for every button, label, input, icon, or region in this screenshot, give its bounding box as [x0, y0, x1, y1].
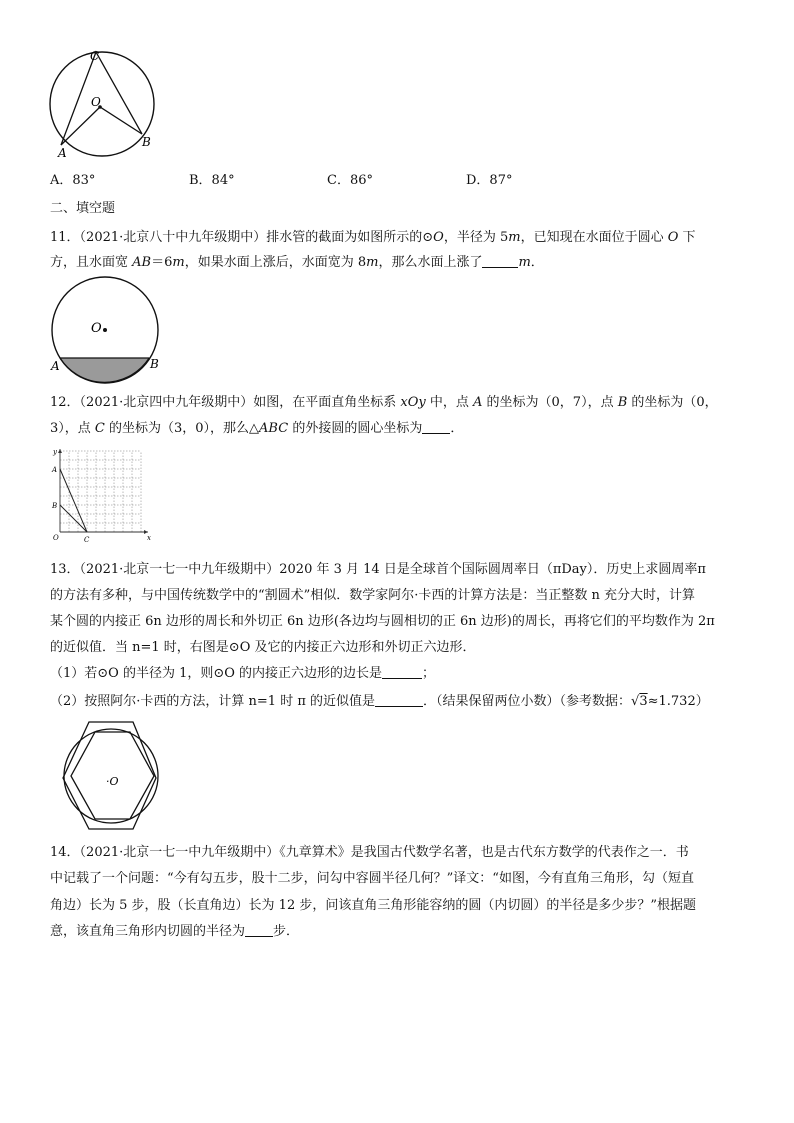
q11-line1: 11．（2021·北京八十中九年级期中）排水管的截面为如图所示的⊙O，半径为 5m，已知现在水面位于圆心 O 下: [50, 230, 696, 245]
circle-inscribed-angle-figure: [44, 40, 164, 165]
drainage-pipe-figure: [44, 276, 172, 392]
answer-blank[interactable]: [375, 692, 423, 707]
answer-blank[interactable]: [422, 419, 450, 434]
coordinate-grid-figure: [48, 444, 154, 548]
label-a: A: [58, 146, 67, 160]
option-b[interactable]: B．84°: [189, 173, 235, 188]
option-a[interactable]: A．83°: [50, 173, 96, 188]
answer-blank[interactable]: [382, 664, 422, 679]
label-a: A: [52, 466, 58, 474]
q12-line2: 3），点 C 的坐标为（3，0），那么△ABC 的外接圆的圆心坐标为 ．: [50, 421, 464, 436]
q14-line4: 意，该直角三角形内切圆的半径为 步．: [50, 924, 300, 939]
label-o: ·O: [106, 775, 119, 788]
q13-line1: 13．（2021·北京一七一中九年级期中）2020 年 3 月 14 日是全球首个国际圆周率日（πDay）．历史上求圆周率π: [50, 562, 706, 577]
label-b: B: [142, 135, 151, 149]
label-o: O: [91, 321, 102, 336]
q14-line2: 中记载了一个问题：“今有勾五步，股十二步，问勾中容圆半径几何？”译文：“如图，今有直角三角形，勾（短直: [50, 871, 694, 886]
q14-line3: 角边）长为 5 步，股（长直角边）长为 12 步，问该直角三角形能容纳的圆（内切圆）的半径是多少步？”根据题: [50, 898, 696, 913]
label-a: A: [51, 359, 60, 373]
label-c: C: [90, 49, 100, 63]
label-b: B: [150, 357, 159, 371]
q13-line3: 某个圆的内接正 6n 边形的周长和外切正 6n 边形(各边均与圆相切的正 6n 边形)的周长，再将它们的平均数作为 2π: [50, 614, 715, 629]
q13-line4: 的近似值．当 n=1 时，右图是⊙O 及它的内接正六边形和外切正六边形．: [50, 640, 476, 655]
option-d[interactable]: D．87°: [466, 173, 513, 188]
q12-line1: 12．（2021·北京四中九年级期中）如图，在平面直角坐标系 xOy 中，点 A 的坐标为（0，7），点 B 的坐标为（0，: [50, 395, 718, 410]
hexagon-circle-figure: [50, 718, 172, 834]
label-o: O: [53, 534, 59, 542]
option-c[interactable]: C．86°: [327, 173, 373, 188]
label-c: C: [84, 536, 90, 544]
section-title: 二、填空题: [50, 201, 116, 216]
q13-sub1: （1）若⊙O 的半径为 1，则⊙O 的内接正六边形的边长是 ；: [50, 666, 436, 681]
answer-blank[interactable]: [482, 253, 518, 268]
answer-blank[interactable]: [245, 922, 273, 937]
q11-line2: 方，且水面宽 AB＝6m，如果水面上涨后，水面宽为 8m，那么水面上涨了 m．: [50, 255, 544, 270]
q13-line2: 的方法有多种，与中国传统数学中的“割圆术”相似．数学家阿尔·卡西的计算方法是：当正整数 n 充分大时，计算: [50, 588, 696, 603]
label-y: y: [53, 448, 57, 456]
label-o: O: [91, 95, 101, 109]
label-x: x: [147, 534, 151, 542]
q14-line1: 14．（2021·北京一七一中九年级期中）《九章算术》是我国古代数学名著，也是古代东方数学的代表作之一．书: [50, 845, 689, 860]
sqrt-sign: √: [631, 694, 640, 709]
q13-sub2: （2）按照阿尔·卡西的方法，计算 n=1 时 π 的近似值是 ．（结果保留两位小数）（参考数据：√3≈1.732）: [50, 694, 709, 709]
label-b: B: [52, 502, 58, 510]
